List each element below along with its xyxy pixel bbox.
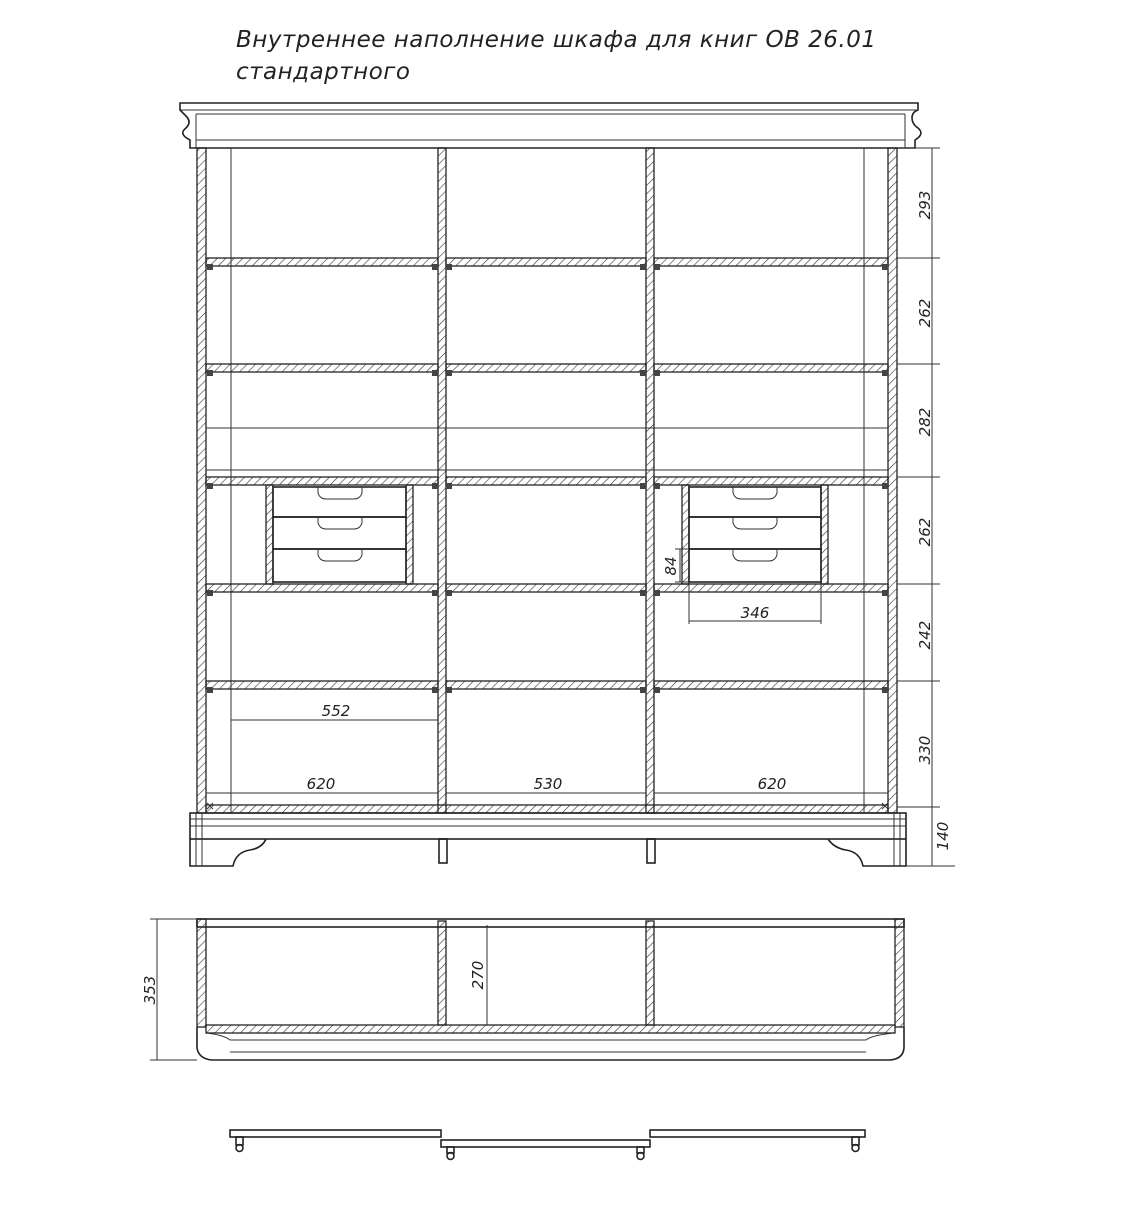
dim-552: 552 [321, 702, 351, 720]
dim-270: 270 [469, 960, 487, 990]
dim-293: 293 [916, 190, 934, 220]
dim-530: 530 [533, 775, 563, 793]
title-line-1: Внутреннее наполнение шкафа для книг ОВ 26.01 [236, 27, 877, 53]
cornice [180, 103, 921, 148]
shelves [206, 258, 888, 689]
title-line-2: стандартного [236, 59, 411, 85]
right-partition [646, 148, 654, 813]
plan-view [141, 919, 904, 1060]
right-drawer-unit [682, 485, 828, 584]
right-side-wall [888, 148, 897, 813]
dim-282: 282 [916, 407, 934, 437]
dim-262-top: 262 [916, 298, 934, 328]
dim-140: 140 [934, 821, 952, 851]
dim-262-mid: 262 [916, 517, 934, 547]
dim-353: 353 [141, 975, 159, 1005]
dim-330: 330 [916, 735, 934, 765]
left-drawer-unit [266, 485, 413, 584]
dim-620-left: 620 [306, 775, 336, 793]
left-partition [438, 148, 446, 813]
dim-346: 346 [740, 604, 770, 622]
dim-84: 84 [662, 556, 680, 576]
plinth [190, 803, 906, 866]
dim-242: 242 [916, 620, 934, 650]
front-view [180, 103, 955, 866]
dim-620-right: 620 [757, 775, 787, 793]
left-side-wall [197, 148, 206, 813]
base-section-view [230, 1130, 865, 1160]
